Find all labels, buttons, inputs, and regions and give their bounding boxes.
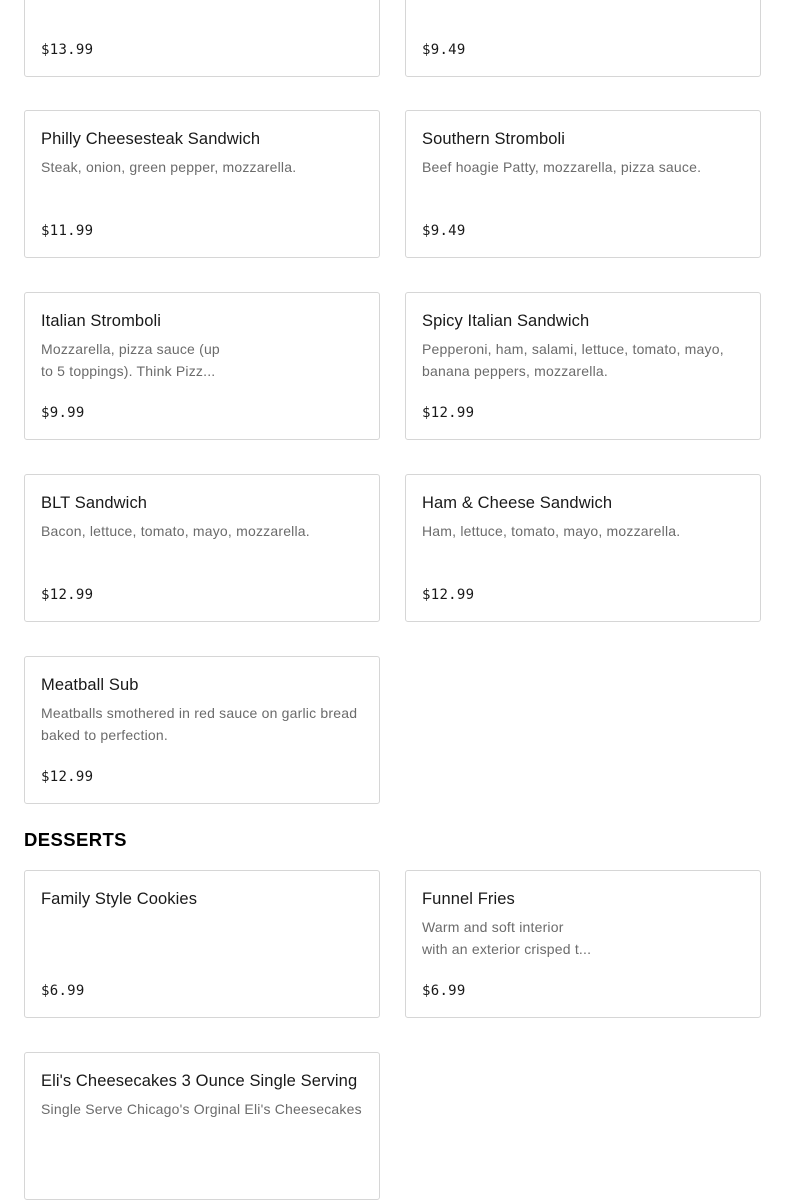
menu-item-card[interactable]	[405, 474, 761, 622]
item-description	[41, 702, 357, 746]
item-name: Philly Cheesesteak Sandwich	[41, 130, 261, 148]
item-name: Italian Stromboli	[41, 312, 162, 330]
section-heading-desserts: DESSERTS	[24, 829, 127, 850]
item-description: Steak, onion, green pepper, mozzarella.	[41, 159, 297, 175]
menu-item-card[interactable]	[24, 110, 380, 258]
item-price: $12.99	[41, 769, 94, 785]
description-line: Pepperoni, ham, salami, lettuce, tomato, mayo,	[422, 341, 724, 357]
menu-item-card[interactable]	[24, 0, 380, 77]
item-name: Eli's Cheesecakes 3 Ounce Single Serving	[41, 1072, 358, 1090]
item-description: Single Serve Chicago's Orginal Eli's Cheesecakes	[41, 1101, 362, 1117]
menu-item-card[interactable]	[405, 870, 761, 1018]
item-name: Meatball Sub	[41, 676, 139, 694]
item-price: $13.99	[41, 42, 94, 58]
item-price: $9.99	[41, 405, 85, 421]
menu-item-card[interactable]	[405, 110, 761, 258]
item-description	[41, 338, 220, 382]
item-price: $6.99	[422, 983, 466, 999]
item-price: $9.49	[422, 42, 466, 58]
description-line: Meatballs smothered in red sauce on garlic bread	[41, 705, 358, 721]
item-price: $12.99	[41, 587, 94, 603]
description-line: with an exterior crisped t...	[422, 941, 592, 957]
item-description: Bacon, lettuce, tomato, mayo, mozzarella.	[41, 523, 310, 539]
menu-item-card[interactable]	[24, 1052, 380, 1200]
menu-item-card[interactable]	[405, 292, 761, 440]
item-price: $11.99	[41, 223, 94, 239]
item-price: $9.49	[422, 223, 466, 239]
item-name: Southern Stromboli	[422, 130, 566, 148]
menu-item-card[interactable]	[24, 292, 380, 440]
item-description: Beef hoagie Patty, mozzarella, pizza sauce.	[422, 159, 702, 175]
menu-item-card[interactable]	[24, 656, 380, 804]
item-name: Ham & Cheese Sandwich	[422, 494, 613, 512]
item-name: Funnel Fries	[422, 890, 515, 908]
item-name: BLT Sandwich	[41, 494, 148, 512]
description-line: to 5 toppings). Think Pizz...	[41, 363, 216, 379]
description-line: Warm and soft interior	[422, 919, 564, 935]
item-description	[422, 916, 591, 960]
menu-item-card[interactable]	[405, 0, 761, 77]
description-line: baked to perfection.	[41, 727, 168, 743]
description-line: Mozzarella, pizza sauce (up	[41, 341, 220, 357]
item-price: $6.99	[41, 983, 85, 999]
item-description: Ham, lettuce, tomato, mayo, mozzarella.	[422, 523, 681, 539]
item-name: Family Style Cookies	[41, 890, 198, 908]
menu-item-card[interactable]	[24, 870, 380, 1018]
item-price: $12.99	[422, 587, 475, 603]
menu-item-card[interactable]	[24, 474, 380, 622]
item-name: Spicy Italian Sandwich	[422, 312, 590, 330]
item-price: $12.99	[422, 405, 475, 421]
item-description	[422, 338, 724, 382]
description-line: banana peppers, mozzarella.	[422, 363, 608, 379]
